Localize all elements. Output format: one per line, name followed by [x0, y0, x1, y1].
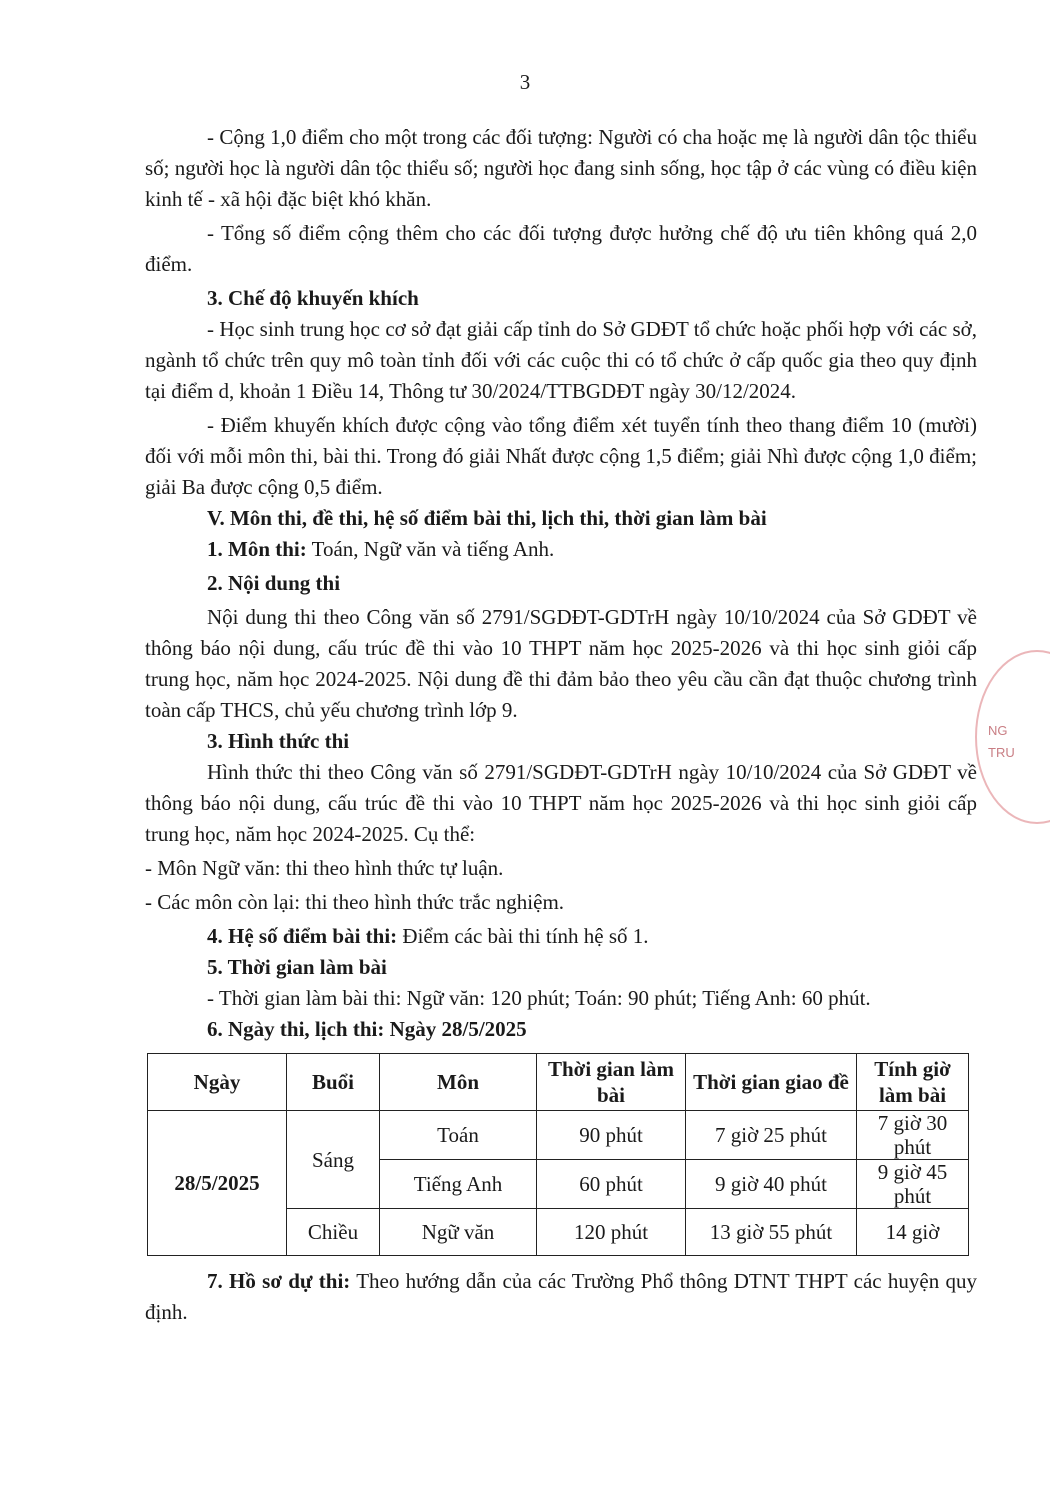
subject-cell: Toán: [380, 1111, 537, 1160]
subjects-text: Toán, Ngữ văn và tiếng Anh.: [306, 537, 555, 561]
heading-application-dossier: 7. Hồ sơ dự thi:: [207, 1269, 351, 1293]
page-number: 3: [519, 70, 531, 94]
exam-schedule-table: [147, 1053, 969, 1256]
date-cell: 28/5/2025: [148, 1111, 287, 1256]
heading-duration: 5. Thời gian làm bài: [207, 955, 387, 979]
start-time-cell: 9 giờ 45 phút: [857, 1160, 969, 1209]
handout-time-cell: 13 giờ 55 phút: [686, 1209, 857, 1256]
table-row: [148, 1111, 969, 1160]
paragraph-encouragement-eligibility: - Học sinh trung học cơ sở đạt giải cấp tỉnh do Sở GDĐT tổ chức hoặc phối hợp với các sở, ngành tổ chức trên quy mô toàn tỉnh đối với các cuộc thi có tổ chức ở cấp quốc gia theo quy định tại điểm d, khoản 1 Điều 14, Thông tư 30/2024/TTBGDĐT ngày 30/12/2024.: [145, 317, 977, 403]
header-start-time: Tính giờ làm bài: [857, 1054, 969, 1111]
heading-exam-content: 2. Nội dung thi: [207, 571, 341, 595]
paragraph-exam-content: Nội dung thi theo Công văn số 2791/SGDĐT-GDTrH ngày 10/10/2024 của Sở GDĐT về thông báo nội dung, cấu trúc đề thi vào 10 THPT năm học 2025-2026 và thi học sinh giỏi cấp trung học, năm học 2024-2025. Nội dung đề thi đảm bảo theo yêu cầu cần đạt thuộc chương trình toàn cấp THCS, chủ yếu chương trình lớp 9.: [145, 605, 977, 722]
heading-exam-schedule: 6. Ngày thi, lịch thi: Ngày 28/5/2025: [207, 1017, 527, 1041]
handout-time-cell: 7 giờ 25 phút: [686, 1111, 857, 1160]
stamp-fragment-text: [988, 720, 1015, 764]
document-body: [145, 122, 977, 1328]
paragraph-other-subjects-format: - Các môn còn lại: thi theo hình thức trắc nghiệm.: [145, 890, 565, 914]
paragraph-duration: - Thời gian làm bài thi: Ngữ văn: 120 phút; Toán: 90 phút; Tiếng Anh: 60 phút.: [207, 986, 871, 1010]
subject-cell: Ngữ văn: [380, 1209, 537, 1256]
paragraph-subjects: [145, 534, 977, 565]
stamp-letters-tru: TRU: [988, 745, 1015, 760]
paragraph-bonus-total: - Tổng số điểm cộng thêm cho các đối tượng được hưởng chế độ ưu tiên không quá 2,0 điểm.: [145, 221, 977, 276]
duration-cell: 60 phút: [537, 1160, 686, 1209]
score-coefficient-text: Điểm các bài thi tính hệ số 1.: [397, 924, 649, 948]
paragraph-bonus-ethnic: - Cộng 1,0 điểm cho một trong các đối tượng: Người có cha hoặc mẹ là người dân tộc thiểu số; người học là người dân tộc thiểu số; người học đang sinh sống, học tập ở các vùng có điều kiện kinh tế - xã hội đặc biệt khó khăn.: [145, 125, 977, 211]
stamp-letters-ng: NG: [988, 723, 1008, 738]
start-time-cell: 7 giờ 30 phút: [857, 1111, 969, 1160]
header-handout-time: Thời gian giao đề: [686, 1054, 857, 1111]
paragraph-encouragement-points: - Điểm khuyến khích được cộng vào tổng điểm xét tuyển tính theo thang điểm 10 (mười) đối với mỗi môn thi, bài thi. Trong đó giải Nhất được cộng 1,5 điểm; giải Nhì được cộng 1,0 điểm; giải Ba được cộng 0,5 điểm.: [145, 413, 977, 499]
heading-section-v: V. Môn thi, đề thi, hệ số điểm bài thi, lịch thi, thời gian làm bài: [207, 506, 767, 530]
heading-exam-format: 3. Hình thức thi: [207, 729, 350, 753]
duration-cell: 120 phút: [537, 1209, 686, 1256]
header-date: Ngày: [148, 1054, 287, 1111]
heading-encouragement: 3. Chế độ khuyến khích: [207, 286, 419, 310]
paragraph-exam-format: Hình thức thi theo Công văn số 2791/SGDĐT-GDTrH ngày 10/10/2024 của Sở GDĐT về thông báo nội dung, cấu trúc đề thi vào 10 THPT năm học 2025-2026 và thi học sinh giỏi cấp trung học, năm học 2024-2025. Cụ thể:: [145, 760, 977, 846]
heading-score-coefficient: 4. Hệ số điểm bài thi:: [207, 924, 398, 948]
subject-cell: Tiếng Anh: [380, 1160, 537, 1209]
heading-subjects: 1. Môn thi:: [207, 537, 307, 561]
paragraph-application-dossier: [145, 1266, 977, 1328]
table-header-row: [148, 1054, 969, 1111]
session-cell-morning: Sáng: [287, 1111, 380, 1209]
header-duration: Thời gian làm bài: [537, 1054, 686, 1111]
start-time-cell: 14 giờ: [857, 1209, 969, 1256]
header-subject: Môn: [380, 1054, 537, 1111]
header-session: Buổi: [287, 1054, 380, 1111]
paragraph-score-coefficient: [145, 921, 977, 952]
application-dossier-text: Theo hướng dẫn của các Trường Phổ thông DTNT THPT các huyện quy định.: [145, 1269, 978, 1324]
duration-cell: 90 phút: [537, 1111, 686, 1160]
handout-time-cell: 9 giờ 40 phút: [686, 1160, 857, 1209]
paragraph-literature-format: - Môn Ngữ văn: thi theo hình thức tự luận.: [145, 856, 504, 880]
session-cell-afternoon: Chiều: [287, 1209, 380, 1256]
